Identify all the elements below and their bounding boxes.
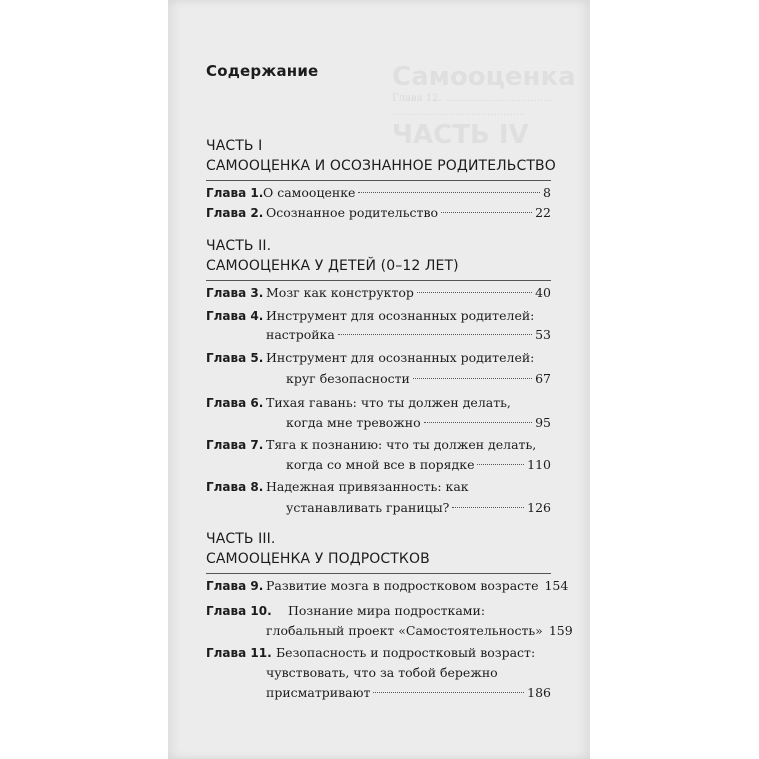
chapter-title-line: круг безопасности (286, 371, 410, 386)
chapter-label: Глава 7. (206, 438, 264, 452)
page-number: 22 (535, 205, 551, 220)
page-number: 186 (527, 685, 551, 700)
chapter-label: Глава 4. (206, 309, 264, 323)
dot-leader (417, 292, 532, 293)
chapter-title-line: устанавливать границы? (286, 500, 450, 515)
chapter-label: Глава 5. (206, 351, 264, 365)
page-number: 159 (548, 623, 573, 638)
chapter-last-line (266, 576, 569, 596)
chapter-title-line: Тяга к познанию: что ты должен делать, (266, 437, 537, 452)
chapter-label: Глава 9. (206, 579, 264, 593)
chapter-last-line (263, 183, 551, 203)
chapter-title-line: глобальный проект «Самостоятельность» (266, 623, 543, 638)
chapter-title-line: Познание мира подростками: (288, 603, 486, 618)
chapter-title-line: Развитие мозга в подростковом возрасте (266, 578, 539, 593)
chapter-title-line: Надежная привязанность: как (266, 479, 469, 494)
page-number: 95 (535, 415, 551, 430)
chapter-title-line: О самооценке (263, 185, 356, 200)
chapter-label: Глава 10. (206, 604, 272, 618)
chapter-title-line: когда со мной все в порядке (286, 457, 475, 472)
dot-leader (424, 422, 532, 423)
dot-leader (441, 212, 532, 213)
chapter-label: Глава 2. (206, 206, 264, 220)
part-3-label: ЧАСТЬ III. (206, 531, 276, 547)
dot-leader (373, 692, 524, 693)
chapter-last-line (266, 683, 551, 703)
chapter-label: Глава 3. (206, 286, 264, 300)
part-2-title: САМООЦЕНКА У ДЕТЕЙ (0–12 ЛЕТ) (206, 258, 459, 274)
page-number: 154 (544, 578, 569, 593)
toc-heading: Содержание (206, 62, 319, 80)
part-1-rule (206, 180, 551, 181)
chapter-last-line (266, 203, 551, 223)
dot-leader (477, 464, 524, 465)
part-3-title: САМООЦЕНКА У ПОДРОСТКОВ (206, 551, 430, 567)
page-number: 8 (543, 185, 551, 200)
chapter-last-line (266, 325, 551, 345)
chapter-title-line: Мозг как конструктор (266, 285, 414, 300)
chapter-label: Глава 6. (206, 396, 264, 410)
page-number: 110 (527, 457, 551, 472)
chapter-title-line: Тихая гавань: что ты должен делать, (266, 395, 511, 410)
chapter-label: Глава 1. (206, 186, 264, 200)
chapter-last-line (286, 413, 551, 433)
chapter-last-line (266, 283, 551, 303)
page-number: 67 (535, 371, 551, 386)
dot-leader (413, 378, 532, 379)
dot-leader (338, 334, 532, 335)
part-1-title: САМООЦЕНКА И ОСОЗНАННОЕ РОДИТЕЛЬСТВО (206, 158, 556, 174)
chapter-title-line: Осознанное родительство (266, 205, 439, 220)
dot-leader (452, 507, 524, 508)
part-2-rule (206, 280, 551, 281)
chapter-title-line: когда мне тревожно (286, 415, 421, 430)
page-number: 53 (535, 327, 551, 342)
chapter-title-line: настройка (266, 327, 335, 342)
chapter-title-line: Инструмент для осознанных родителей: (266, 350, 535, 365)
chapter-last-line (286, 369, 551, 389)
chapter-title-line: чувствовать, что за тобой бережно (266, 665, 498, 680)
part-1-label: ЧАСТЬ I (206, 138, 263, 154)
part-3-rule (206, 573, 551, 574)
chapter-title-line: Безопасность и подростковый возраст: (276, 645, 536, 660)
bleed-through-text: Глава 12. .................................. .......................................... (392, 93, 553, 118)
chapter-last-line (286, 455, 551, 475)
part-2-label: ЧАСТЬ II. (206, 238, 272, 254)
dot-leader (358, 192, 540, 193)
chapter-last-line (286, 498, 551, 518)
page-number: 40 (535, 285, 551, 300)
chapter-title-line: присматривают (266, 685, 371, 700)
chapter-last-line (266, 621, 573, 641)
page-number: 126 (527, 500, 551, 515)
chapter-label: Глава 11. (206, 646, 272, 660)
chapter-label: Глава 8. (206, 480, 264, 494)
chapter-title-line: Инструмент для осознанных родителей: (266, 308, 535, 323)
